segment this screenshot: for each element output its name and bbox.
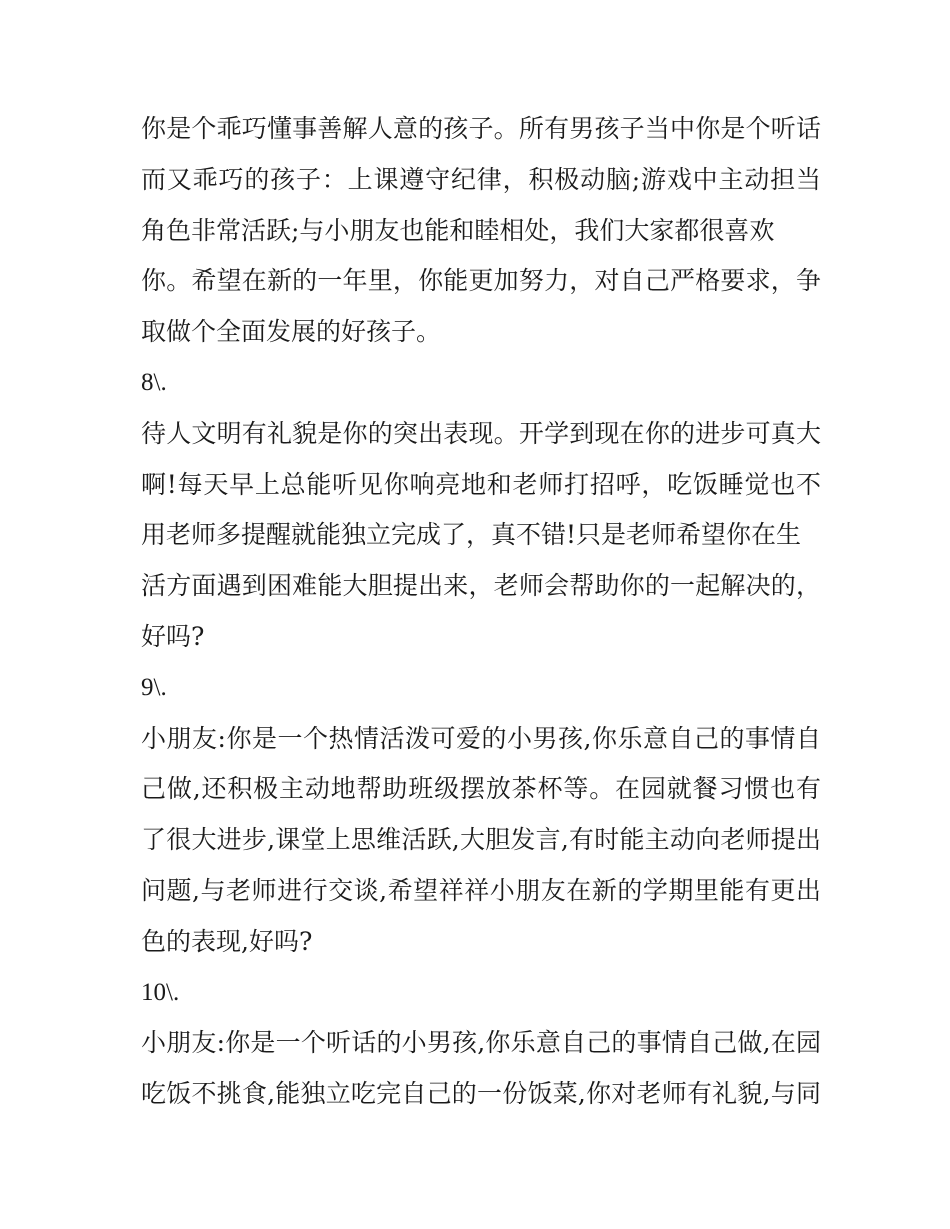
text-line: 吃饭不挑食,能独立吃完自己的一份饭菜,你对老师有礼貌,与同 <box>141 1079 821 1109</box>
text-line: 取做个全面发展的好孩子。 <box>141 317 442 347</box>
item-number: 9\. <box>141 673 167 701</box>
text-line: 色的表现,好吗? <box>141 926 313 956</box>
text-line: 你。希望在新的一年里，你能更加努力，对自己严格要求，争 <box>141 266 821 296</box>
text-line: 而又乖巧的孩子：上课遵守纪律，积极动脑;游戏中主动担当 <box>141 164 821 194</box>
text-line: 角色非常活跃;与小朋友也能和睦相处，我们大家都很喜欢 <box>141 215 775 245</box>
text-line: 问题,与老师进行交谈,希望祥祥小朋友在新的学期里能有更出 <box>141 875 821 905</box>
item-number: 8\. <box>141 368 167 396</box>
text-line: 了很大进步,课堂上思维活跃,大胆发言,有时能主动向老师提出 <box>141 825 821 855</box>
text-line: 己做,还积极主动地帮助班级摆放茶杯等。在园就餐习惯也有 <box>141 774 821 804</box>
text-line: 小朋友:你是一个热情活泼可爱的小男孩,你乐意自己的事情自 <box>141 723 821 753</box>
text-line: 活方面遇到困难能大胆提出来，老师会帮助你的一起解决的， <box>141 571 821 601</box>
text-line: 好吗? <box>141 621 205 651</box>
text-line: 用老师多提醒就能独立完成了，真不错!只是老师希望你在生 <box>141 520 802 550</box>
text-line: 你是个乖巧懂事善解人意的孩子。所有男孩子当中你是个听话 <box>141 114 821 143</box>
item-number: 10\. <box>141 978 180 1006</box>
text-line: 小朋友:你是一个听话的小男孩,你乐意自己的事情自己做,在园 <box>141 1028 821 1058</box>
text-line: 待人文明有礼貌是你的突出表现。开学到现在你的进步可真大 <box>141 418 821 448</box>
document-body <box>141 104 821 1120</box>
text-line: 啊!每天早上总能听见你响亮地和老师打招呼，吃饭睡觉也不 <box>141 469 821 499</box>
